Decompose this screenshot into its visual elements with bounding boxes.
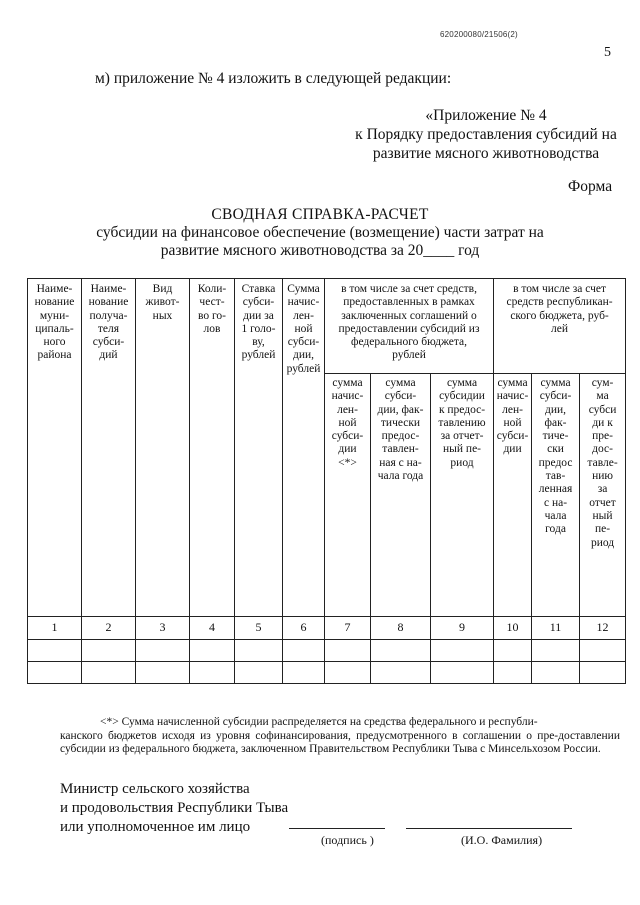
header-federal-group: в том числе за счет средств, предоставленных в рамках заключенных соглашений о предоставлении субсидий из федерального бюджета, рублей: [325, 279, 494, 374]
column-number: 9: [431, 617, 494, 640]
signatory-line-2: и продовольствия Республики Тыва: [60, 800, 289, 816]
title-line-3: развитие мясного животноводства за 20____ год: [160, 242, 480, 259]
column-number: 10: [494, 617, 532, 640]
column-number: 8: [371, 617, 431, 640]
column-number: 11: [532, 617, 580, 640]
header-rate-per-head: Ставка субси- дии за 1 голо- ву, рублей: [235, 279, 283, 617]
document-title: [0, 206, 640, 260]
header-federal-provided-ytd: сумма субси- дии, фак- тически предос- тавлен- ная с на- чала года: [371, 374, 431, 617]
amendment-intro: м) приложение № 4 изложить в следующей редакции:: [95, 70, 452, 87]
title-line-2: субсидии на финансовое обеспечение (возмещение) части затрат на: [96, 224, 544, 241]
table-row: [28, 662, 626, 684]
column-number: 6: [283, 617, 325, 640]
signatory-line-3: или уполномоченное им лицо: [60, 819, 251, 835]
header-municipal-district: Наиме- нование муни- ципаль- ного района: [28, 279, 82, 617]
appendix-line-3: развитие мясного животноводства: [372, 145, 600, 162]
signatory-line-1: Министр сельского хозяйства: [60, 781, 250, 797]
header-regional-provided-ytd: сумма субси- дии, фак- тиче- ски предос тав- ленная с на- чала года: [532, 374, 580, 617]
header-accrued-subsidy: Сумма начис- лен- ной субси- дии, рублей: [283, 279, 325, 617]
name-caption: (И.О. Фамилия): [461, 833, 543, 847]
appendix-header: [346, 106, 626, 163]
header-federal-to-provide: сумма субсидии к предос- тавлению за отчет- ный пе- риод: [431, 374, 494, 617]
column-number: 4: [190, 617, 235, 640]
form-label: Форма: [568, 178, 613, 195]
column-number: 2: [82, 617, 136, 640]
column-number-row: [28, 617, 626, 640]
signature-line: [289, 828, 385, 829]
column-number: 5: [235, 617, 283, 640]
subsidy-calculation-table: [27, 278, 626, 684]
name-line: [406, 828, 572, 829]
document-id: 620200080/21506(2): [440, 30, 518, 39]
header-head-count: Коли- чест- во го- лов: [190, 279, 235, 617]
header-regional-accrued: сумма начис- лен- ной субси- дии: [494, 374, 532, 617]
page-number: 5: [604, 45, 611, 60]
footnote-rest: канского бюджетов исходя из уровня софинансирования, предусмотренного в соглашении о пре-доставлении субсидии из федерального бюджета, заключенном Правительством Республики Тыва с Минсельхозом России.: [60, 729, 620, 755]
header-regional-group: в том числе за счет средств республикан- ского бюджета, руб- лей: [494, 279, 626, 374]
footnote-line-1: <*> Сумма начисленной субсидии распределяется на средства федерального и республи-: [100, 716, 538, 728]
column-number: 3: [136, 617, 190, 640]
table-row: [28, 640, 626, 662]
column-number: 12: [580, 617, 626, 640]
header-federal-accrued: сумма начис- лен- ной субси- дии <*>: [325, 374, 371, 617]
footnote: [60, 716, 620, 757]
signatory-block: [60, 780, 288, 837]
appendix-line-1: «Приложение № 4: [425, 107, 547, 124]
title-line-1: СВОДНАЯ СПРАВКА-РАСЧЕТ: [211, 206, 429, 223]
header-animal-type: Вид живот- ных: [136, 279, 190, 617]
appendix-line-2: к Порядку предоставления субсидий на: [355, 126, 617, 143]
signature-caption: (подпись ): [321, 833, 374, 847]
column-number: 7: [325, 617, 371, 640]
header-regional-to-provide: сум- ма субси ди к пре- дос- тавле- нию за отчет ный пе- риод: [580, 374, 626, 617]
header-recipient-name: Наиме- нование получа- теля субси- дий: [82, 279, 136, 617]
column-number: 1: [28, 617, 82, 640]
